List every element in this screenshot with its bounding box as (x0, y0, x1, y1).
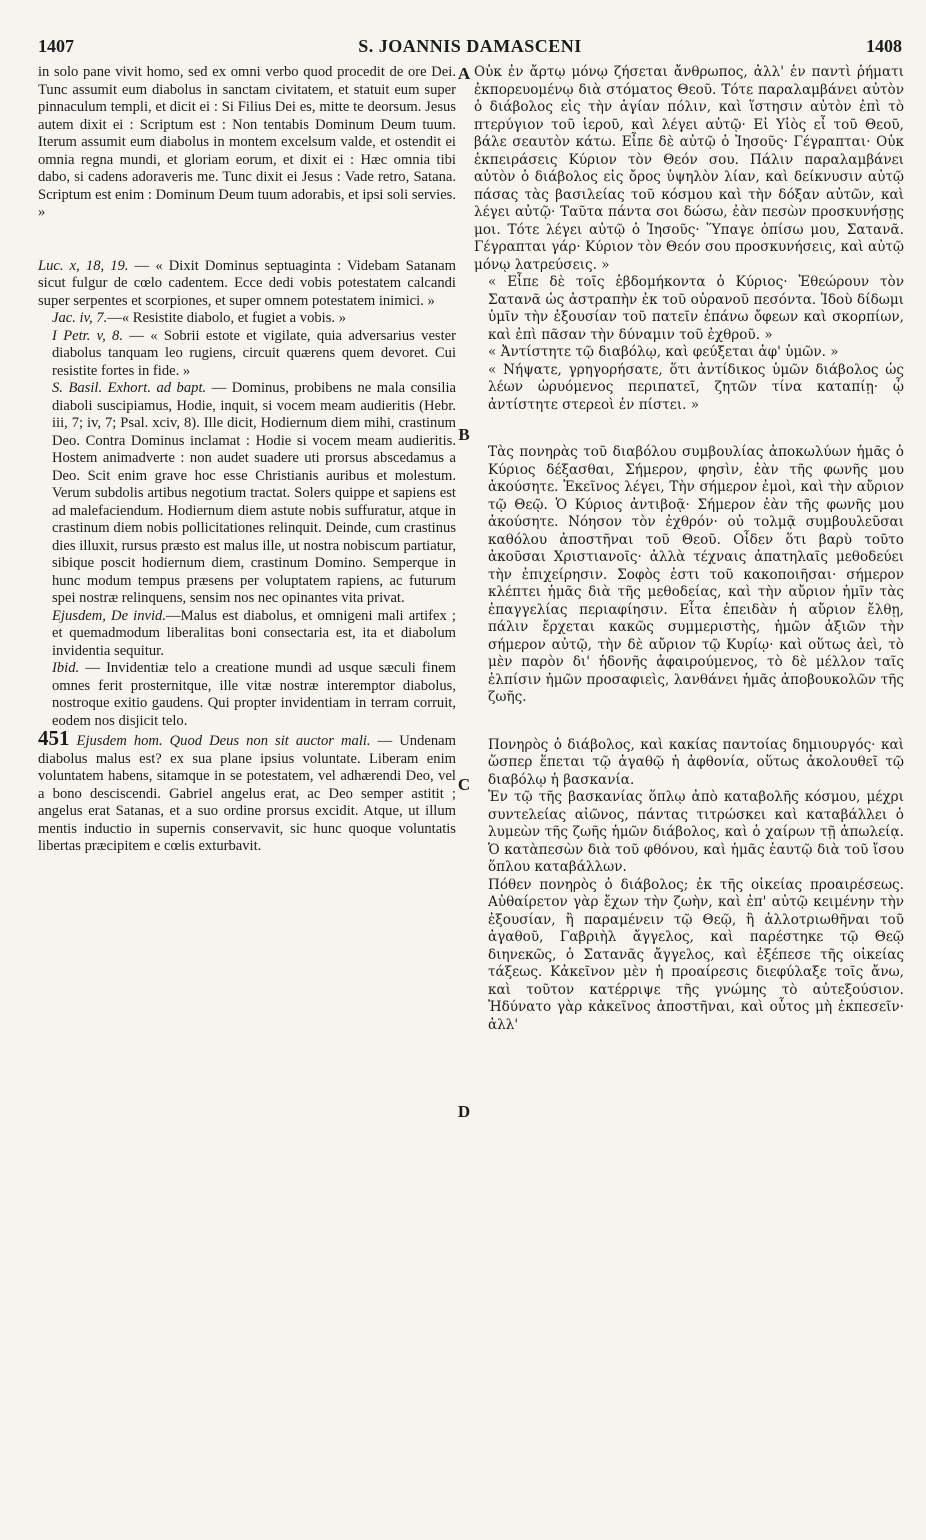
greek-column (474, 64, 904, 1034)
greek-paragraph-peter: « Νήψατε, γρηγορήσατε, ὅτι ἀντίδικος ὑμῶν διάβολος ὡς λέων ὠρυόμενος περιπατεῖ, ζητῶν τίνα καταπίῃ· ᾧ ἀντίστητε στερεοὶ ἐν πίστει. » (488, 361, 904, 413)
latin-text-peter: — « Sobrii estote et vigilate, quia adversarius vester diabolus tanquam leo rugiens, circuit quærens quem devoret. Cui resistite fortes in fide. » (52, 327, 456, 379)
latin-text-ibid: — Invidentiæ telo a creatione mundi ad usque sæculi finem omnes ferit prosternitque, ille vitæ nostræ interemptor diabolus, nostroque exitio gaudens. Qui propter invidentiam in terram corruit, eodem nos disjicit telo. (52, 660, 456, 729)
latin-paragraph-invidia (38, 608, 456, 661)
greek-paragraph-homily: Πόθεν πονηρὸς ὁ διάβολος; ἐκ τῆς οἰκείας προαιρέσεως. Αὐθαίρετον γὰρ ἔχων τὴν ζωὴν, καὶ ἐπ' αὐτῷ κειμένην τὴν ἐξουσίαν, ἢ παραμένειν τῷ Θεῷ, ἢ ἀλλοτριωθῆναι τοῦ ἀγαθοῦ, Γαβριὴλ ἄγγελος, καὶ παρέστηκε τῷ Θεῷ διηνεκῶς, ὁ Σατανᾶς ἄγγελος, καὶ ἐξέπεσε τῆς οἰκείας τάξεως. Κἀκεῖνον μὲν ἡ προαίρεσις διεφύλαξε τοῖς ἄνω, καὶ τοῦτον κατέρριψε τῆς γνώμης τὸ αὐτεξούσιον. Ἠδύνατο γὰρ κἀκεῖνος ἀποστῆναι, καὶ οὗτος μὴ ἐκπεσεῖν· ἀλλ' (488, 876, 904, 1033)
latin-text-homily: — Undenam diabolus malus est? ex sua plane ipsius voluntate. Liberam enim voluntatem habens, sitamque in se potestatem, vel adhærendi Deo, vel a bono desciscendi. Gabriel angelus erat, ac Deo semper astitit ; angelus erat Satanas, et a suo ordine prorsus excidit. Atque, ut illum mentis inductio in supernis conservavit, sic hunc quoque voluntatis libertas præcipitem e cœlis exturbavit. (38, 733, 456, 854)
margin-marker-d: D (457, 1102, 471, 1121)
latin-paragraph-matthew: in solo pane vivit homo, sed ex omni verbo quod procedit de ore Dei. Tunc assumit eum diabolus in sanctam civitatem, et statuit eum super pinnaculum templi, et dicit ei : Si Filius Dei es, mitte te deorsum. Jesus autem dixit ei : Scriptum est : Non tentabis Dominum Deum tuum. Iterum assumit eum diabolus in montem excelsum valde, et ostendit ei omnia regna mundi, et gloriam eorum, et dixit ei : Hæc omnia tibi dabo, si cadens adoraveris me. Tunc dixit ei Jesus : Vade retro, Satana. Scriptum est enim : Dominum Deum tuum adorabis, et ipsi soli servies. » (38, 64, 456, 220)
margin-marker-b: B (458, 425, 470, 444)
latin-text-luke: — « Dixit Dominus septuaginta : Videbam Satanam sicut fulgur de cœlo cadentem. Ecce dedi vobis potestatem calcandi super serpentes et scorpiones, et super omnem potestatem inimici. » (38, 257, 456, 309)
page-number-right: 1408 (866, 35, 902, 56)
citation-luke: Luc. x, 18, 19. (38, 257, 129, 274)
citation-homily: Ejusdem hom. Quod Deus non sit auctor mali. (76, 733, 371, 749)
latin-column (38, 64, 456, 856)
citation-james: Jac. iv, 7. (52, 310, 108, 326)
greek-paragraph-james: « Ἀντίστητε τῷ διαβόλῳ, καὶ φεύξεται ἀφ' ὑμῶν. » (488, 344, 839, 360)
latin-text-basil: — Dominus, probibens ne mala consilia diaboli suscipiamus, Hodie, inquit, si vocem meam audieritis (Hebr. iii, 7; iv, 7; Psal. xciv, 8). Ille dicit, Hodiernum diem mihi, crastinum Deo. Contra Dominus inclamat : Hodie si vocem meam audieritis. Hostem animadverte : non audet suadere uti prorsus abscedamus a Deo. Scit enim grave hoc esse Christianis auribus et molestum. Verum subdolis artibus negotium tractat. Solers quippe et sapiens est ad malefaciendum. Hodiernum diem astute nobis suffuratur, atque in crastinum diem nobis pollicitationes relinquit. Deinde, cum crastinus dies illuxit, rursus præsto est malus ille, ut nostra nobiscum partiatur, sibique poscit hodiernum diem, crastinum Domino. Semperque in hunc modum tempus præsens per voluptatem rapiens, ac futurum spei nostræ relinquens, sensim nos nec opinantes vita privat. (52, 380, 456, 606)
latin-paragraph-james (38, 310, 456, 328)
greek-paragraph-ibid: Ἐν τῷ τῆς βασκανίας ὅπλῳ ἀπὸ καταβολῆς κόσμου, μέχρι συντελείας αἰῶνος, πάντας τιτρώσκει καὶ καταβάλλει ὁ λυμεὼν τῆς ζωῆς ἡμῶν διάβολος, καὶ ὁ χαίρων τῇ ἀπωλείᾳ. Ὁ κατὰπεσὼν διὰ τοῦ φθόνου, καὶ ἡμᾶς ἑαυτῷ διὰ τοῦ ἴσου ὅπλου καταβάλλων. (488, 789, 904, 875)
latin-text-invidia: —Malus est diabolus, et omnigeni mali artifex ; et quemadmodum liberalitas boni consectaria est, ita et diabolum invidentia sequitur. (52, 607, 456, 659)
page-number-left: 1407 (38, 35, 74, 56)
greek-paragraph-basil: Τὰς πονηρὰς τοῦ διαβόλου συμβουλίας ἀποκωλύων ἡμᾶς ὁ Κύριος δέξασθαι, Σήμερον, φησὶν, ἐὰν τῆς φωνῆς μου ἀκούσητε. Ἐκεῖνος λέγει, Τὴν σήμερον ἐμοὶ, καὶ τὴν αὔριον τῷ Θεῷ. Ὁ Κύριος ἀντιβοᾷ· Σήμερον ἐὰν τῆς φωνῆς μου ἀκούσητε. Νόησον τὸν ἐχθρόν· οὐ τολμᾷ συμβουλεῦσαι καθόλου ἀποστῆναι τοῦ Θεοῦ. Οἶδεν ὅτι βαρὺ τοῦτο ἀκοῦσαι Χριστιανοῖς· ἀλλὰ τέχναις ἀπατηλαῖς μεθοδεύει τὴν ἐπιχείρησιν. Σοφὸς ἐστι τοῦ κακοποιῆσαι· σήμερον κλέπτει ἡμᾶς διὰ τῆς μεθοδείας, καὶ τὴν αὔριον ἡμῖν τὰς ἐπαγγελίας περιαφίησιν. Εἶτα ἐπειδὰν ἡ αὔριον ἔλθῃ, πάλιν ἔρχεται κακῶς συμμεριστὴς, ἡμῶν ἀξιῶν τὴν σήμερον αὐτῷ, τὴν δὲ αὔριον τῷ Κυρίῳ· καὶ οὕτως ἀεὶ, τὸ μὲν παρὸν δι' ἡδονῆς ἀφαιρούμενος, τὸ δὲ μέλλον ταῖς ἐλπίσιν ἡμῶν προσαφιεὶς, λανθάνει ἡμᾶς ἀποβουκολῶν τῆς ζωῆς. (488, 444, 904, 705)
latin-paragraph-homily (38, 726, 456, 856)
running-header (38, 32, 902, 60)
greek-paragraph-invidia: Πονηρὸς ὁ διάβολος, καὶ κακίας παντοίας δημιουργός· καὶ ὥσπερ ἕπεται τῷ ἀγαθῷ ἡ ἀφθονία, οὕτως ἀκολουθεῖ τῷ διαβόλῳ ἡ βασκανία. (488, 736, 904, 788)
citation-basil: S. Basil. Exhort. ad bapt. (52, 380, 207, 396)
greek-paragraph-luke: « Εἶπε δὲ τοῖς ἑβδομήκοντα ὁ Κύριος· Ἐθεώρουν τὸν Σατανᾶ ὡς ἀστραπὴν ἐκ τοῦ οὐρανοῦ πεσόντα. Ἰδοὺ δίδωμι ὑμῖν τὴν ἐξουσίαν τοῦ πατεῖν ἐπάνω ὄφεων καὶ σκορπίων, καὶ ἐπὶ πᾶσαν τὴν δύναμιν τοῦ ἐχθροῦ. » (488, 274, 904, 343)
latin-text-james: —« Resistite diabolo, et fugiet a vobis. » (107, 310, 346, 326)
page-number-451: 451 (38, 726, 70, 750)
running-title: S. JOANNIS DAMASCENI (358, 35, 582, 56)
citation-ibid: Ibid. (52, 660, 80, 676)
greek-paragraph-matthew: Οὐκ ἐν ἄρτῳ μόνῳ ζήσεται ἄνθρωπος, ἀλλ' ἐν παντὶ ῥήματι ἐκπορευομένῳ διὰ στόματος Θεοῦ. Τότε παραλαμβάνει αὐτὸν ὁ διάβολος εἰς τὴν ἁγίαν πόλιν, καὶ ἵστησιν αὐτὸν ἐπὶ τὸ πτερύγιον τοῦ ἱεροῦ, καὶ λέγει αὐτῷ· Εἰ Υἱὸς εἶ τοῦ Θεοῦ, βάλε σεαυτὸν κάτω. Εἶπε δὲ αὐτῷ ὁ Ἰησοῦς· Γέγραπται· Οὐκ ἐκπειράσεις Κύριον τὸν Θεόν σου. Πάλιν παραλαμβάνει αὐτὸν ὁ διάβολος εἰς ὄρος ὑψηλὸν λίαν, καὶ δείκνυσιν αὐτῷ πάσας τὰς βασιλείας τοῦ κόσμου καὶ τὴν δόξαν αὐτῶν, καὶ λέγει αὐτῷ· Ταῦτα πάντα σοι δώσω, ἐὰν πεσὼν προσκυνήσῃς μοι. Τότε λέγει αὐτῷ ὁ Ἰησοῦς· Ὕπαγε ὀπίσω μου, Σατανᾶ. Γέγραπται γάρ· Κύριον τὸν Θεόν σου προσκυνήσεις, καὶ αὐτῷ μόνῳ λατρεύσεις. » (474, 64, 904, 273)
margin-marker-c: C (457, 775, 471, 794)
latin-paragraph-luke (38, 258, 456, 311)
latin-paragraph-basil (38, 380, 456, 608)
citation-de-invid: Ejusdem, De invid. (52, 607, 166, 624)
latin-paragraph-peter (38, 328, 456, 381)
latin-paragraph-ibid (38, 660, 456, 730)
citation-peter: I Petr. v, 8. (52, 327, 124, 344)
margin-marker-a: A (457, 64, 471, 83)
